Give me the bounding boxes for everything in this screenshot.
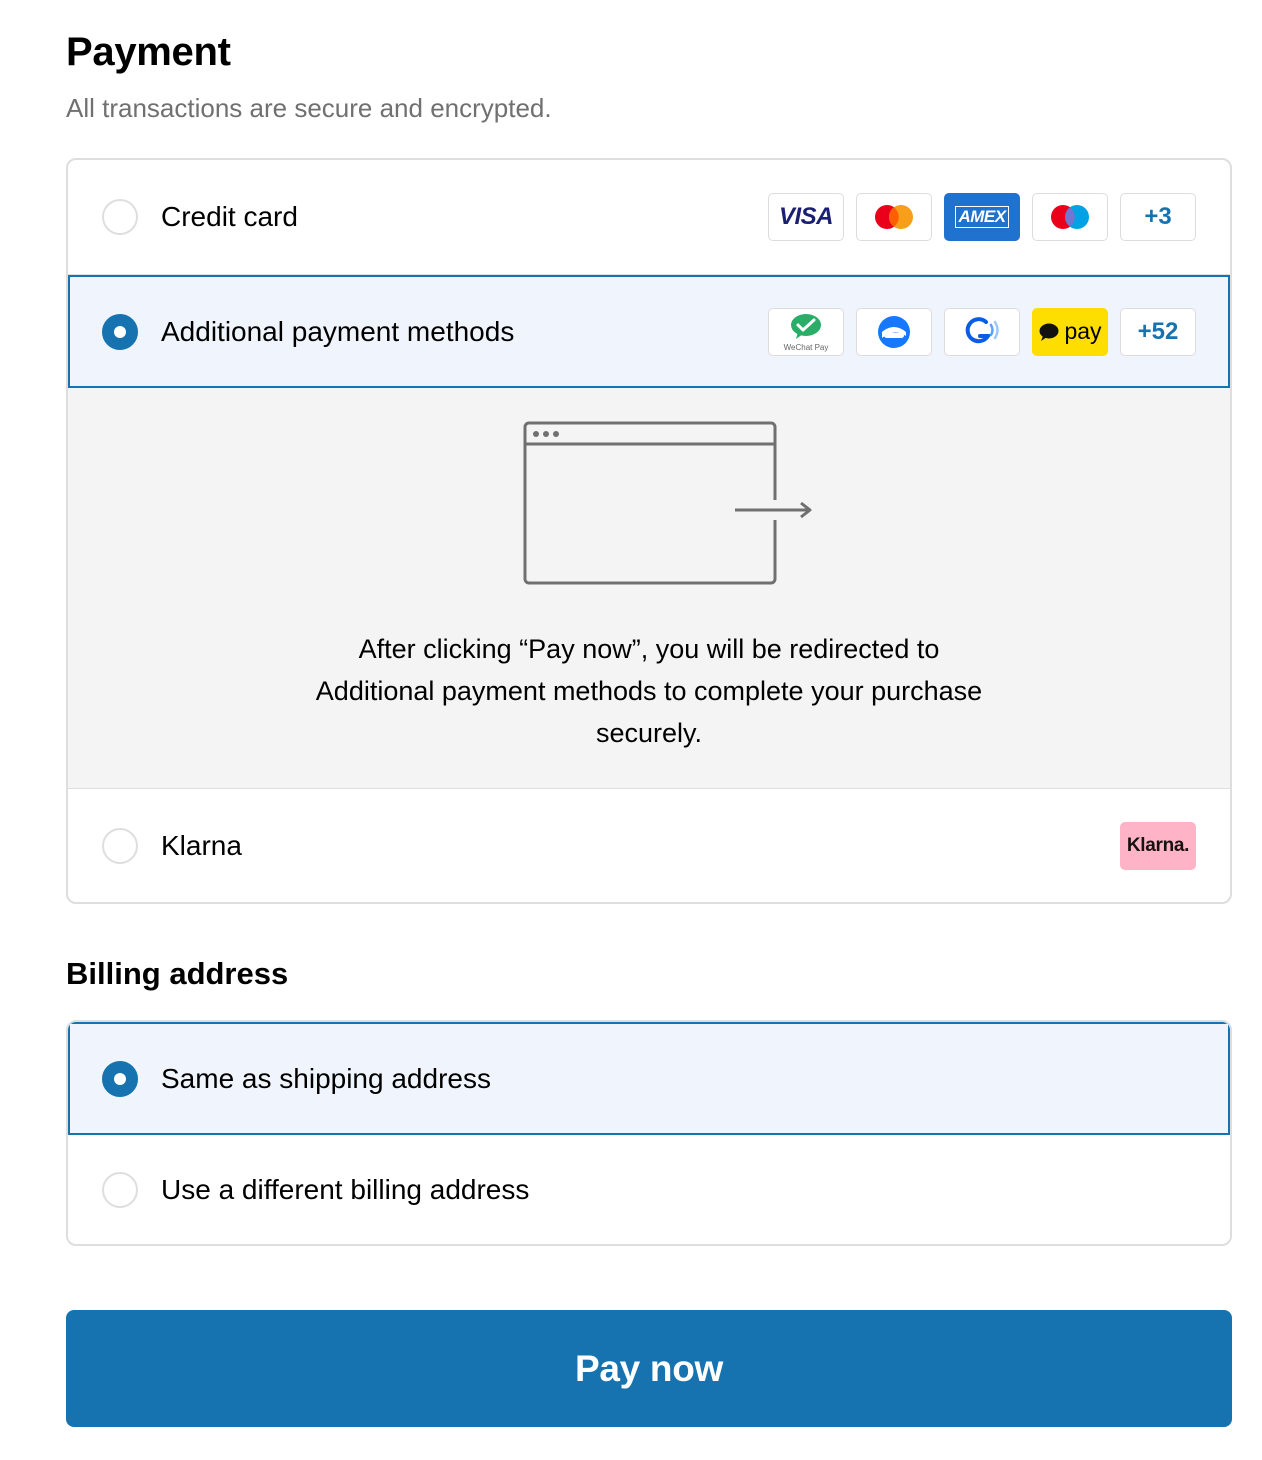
billing-address-group	[66, 1020, 1232, 1246]
wechat-pay-icon: WeChat Pay	[768, 308, 844, 356]
amex-icon: AMEX	[944, 193, 1020, 241]
klarna-icon: Klarna.	[1120, 822, 1196, 870]
payment-option-label: Additional payment methods	[161, 315, 515, 347]
billing-option-same-as-shipping[interactable]	[68, 1022, 1230, 1135]
payment-subtitle: All transactions are secure and encrypted.	[66, 93, 552, 123]
more-cards-badge: +3	[1120, 193, 1196, 241]
pay-now-button[interactable]: Pay now	[66, 1310, 1232, 1427]
payment-methods-group	[66, 158, 1232, 904]
redirect-info-panel	[68, 388, 1230, 788]
billing-option-label: Same as shipping address	[161, 1062, 491, 1094]
same-as-shipping-radio[interactable]	[102, 1061, 138, 1097]
payment-method-badges	[768, 308, 1196, 356]
payment-option-klarna[interactable]	[68, 788, 1230, 902]
visa-icon: VISA	[768, 193, 844, 241]
klarna-badges	[1120, 822, 1196, 870]
redirect-info-text: After clicking “Pay now”, you will be redirected to Additional payment methods to complete your purchase securely.	[315, 634, 983, 748]
payment-option-credit-card[interactable]	[68, 160, 1230, 274]
additional-methods-radio[interactable]	[102, 314, 138, 350]
different-address-radio[interactable]	[102, 1172, 138, 1208]
mastercard-icon	[856, 193, 932, 241]
browser-redirect-icon	[522, 420, 822, 590]
billing-option-label: Use a different billing address	[161, 1173, 530, 1205]
paypay-icon: pay	[1032, 308, 1108, 356]
maestro-icon	[1032, 193, 1108, 241]
more-methods-badge: +52	[1120, 308, 1196, 356]
billing-option-different-address[interactable]	[68, 1135, 1230, 1244]
page-title: Payment	[66, 30, 231, 74]
billing-address-title: Billing address	[66, 956, 289, 991]
credit-card-radio[interactable]	[102, 199, 138, 235]
card-brand-badges	[768, 193, 1196, 241]
alipay-icon	[856, 308, 932, 356]
payment-option-label: Klarna	[161, 829, 242, 861]
klarna-radio[interactable]	[102, 828, 138, 864]
payment-option-label: Credit card	[161, 201, 298, 232]
gcash-icon	[944, 308, 1020, 356]
payment-option-additional-methods[interactable]	[68, 274, 1230, 388]
